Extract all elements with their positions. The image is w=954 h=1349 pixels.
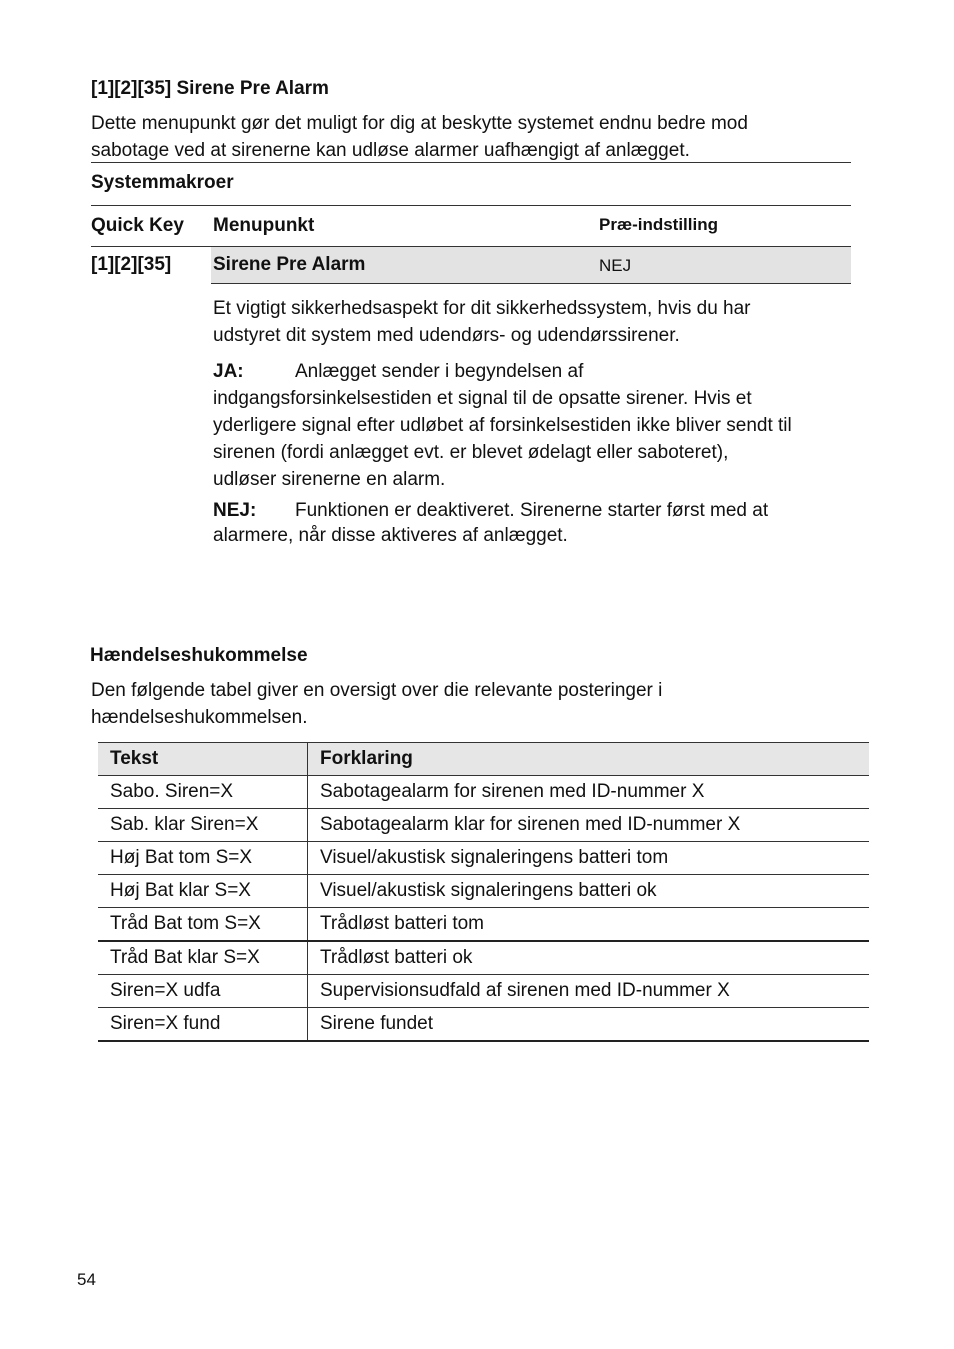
cell-text: Høj Bat klar S=X	[98, 875, 308, 908]
option-nej-term: NEJ:	[213, 500, 257, 521]
cell-text: Sabo. Siren=X	[98, 776, 308, 809]
cell-explanation: Visuel/akustisk signaleringens batteri ok	[308, 875, 870, 908]
option-nej-text: Funktionen er deaktiveret. Sirenerne starter først med at	[295, 500, 769, 521]
cell-explanation: Trådløst batteri tom	[308, 908, 870, 942]
settings-description	[213, 295, 853, 349]
option-ja-term: JA:	[213, 361, 244, 382]
table-row	[98, 809, 869, 842]
memory-title: Hændelseshukommelse	[90, 645, 308, 666]
row-default-value: NEJ	[599, 256, 632, 275]
header-quick-key: Quick Key	[91, 215, 184, 236]
column-header-text: Tekst	[98, 743, 308, 776]
header-menu-item: Menupunkt	[213, 215, 315, 236]
description-line: udstyret dit system med udendørs- og udendørssirener.	[213, 325, 680, 346]
cell-explanation: Supervisionsudfald af sirenen med ID-nummer X	[308, 975, 870, 1008]
description-line: Et vigtigt sikkerhedsaspekt for dit sikkerhedssystem, hvis du har	[213, 298, 751, 319]
table-row	[98, 875, 869, 908]
table-row	[98, 842, 869, 875]
settings-group-title: Systemmakroer	[91, 172, 234, 193]
option-ja-text: udløser sirenerne en alarm.	[213, 469, 446, 490]
section-intro-line-1: Dette menupunkt gør det muligt for dig at beskytte systemet endnu bedre mod	[91, 113, 748, 134]
divider	[91, 162, 851, 163]
option-ja-text: sirenen (fordi anlægget evt. er blevet ødelagt eller saboteret),	[213, 442, 729, 463]
memory-intro-line: hændelseshukommelsen.	[91, 707, 308, 728]
cell-explanation: Visuel/akustisk signaleringens batteri tom	[308, 842, 870, 875]
row-quick-key: [1][2][35]	[91, 254, 172, 275]
option-ja-text: Anlægget sender i begyndelsen af	[295, 361, 584, 382]
table-row	[98, 908, 869, 942]
table-row	[98, 776, 869, 809]
option-ja-text: yderligere signal efter udløbet af forsinkelsestiden ikke bliver sendt til	[213, 415, 792, 436]
row-menu-item: Sirene Pre Alarm	[213, 254, 366, 275]
cell-text: Tråd Bat tom S=X	[98, 908, 308, 942]
option-nej	[213, 498, 853, 548]
header-default: Præ-indstilling	[599, 215, 718, 234]
option-ja	[213, 358, 853, 493]
table-row	[98, 1008, 869, 1042]
section-title: [1][2][35] Sirene Pre Alarm	[91, 78, 329, 99]
cell-text: Siren=X udfa	[98, 975, 308, 1008]
divider	[211, 283, 851, 284]
section-intro-line-2: sabotage ved at sirenerne kan udløse alarmer uafhængigt af anlægget.	[91, 140, 690, 161]
cell-text: Sab. klar Siren=X	[98, 809, 308, 842]
option-ja-text: indgangsforsinkelsestiden et signal til de opsatte sirener. Hvis et	[213, 388, 752, 409]
table-row	[98, 941, 869, 975]
divider	[91, 205, 851, 206]
page-number: 54	[77, 1270, 96, 1289]
table-row	[98, 975, 869, 1008]
column-header-explanation: Forklaring	[308, 743, 870, 776]
cell-explanation: Sirene fundet	[308, 1008, 870, 1042]
cell-explanation: Sabotagealarm for sirenen med ID-nummer X	[308, 776, 870, 809]
table-header-row	[98, 743, 869, 776]
event-memory-table	[98, 742, 869, 1042]
cell-text: Siren=X fund	[98, 1008, 308, 1042]
option-nej-text: alarmere, når disse aktiveres af anlægget.	[213, 525, 568, 546]
cell-explanation: Sabotagealarm klar for sirenen med ID-nummer X	[308, 809, 870, 842]
memory-intro	[91, 677, 852, 731]
memory-intro-line: Den følgende tabel giver en oversigt over die relevante posteringer i	[91, 680, 663, 701]
cell-explanation: Trådløst batteri ok	[308, 941, 870, 975]
cell-text: Høj Bat tom S=X	[98, 842, 308, 875]
cell-text: Tråd Bat klar S=X	[98, 941, 308, 975]
